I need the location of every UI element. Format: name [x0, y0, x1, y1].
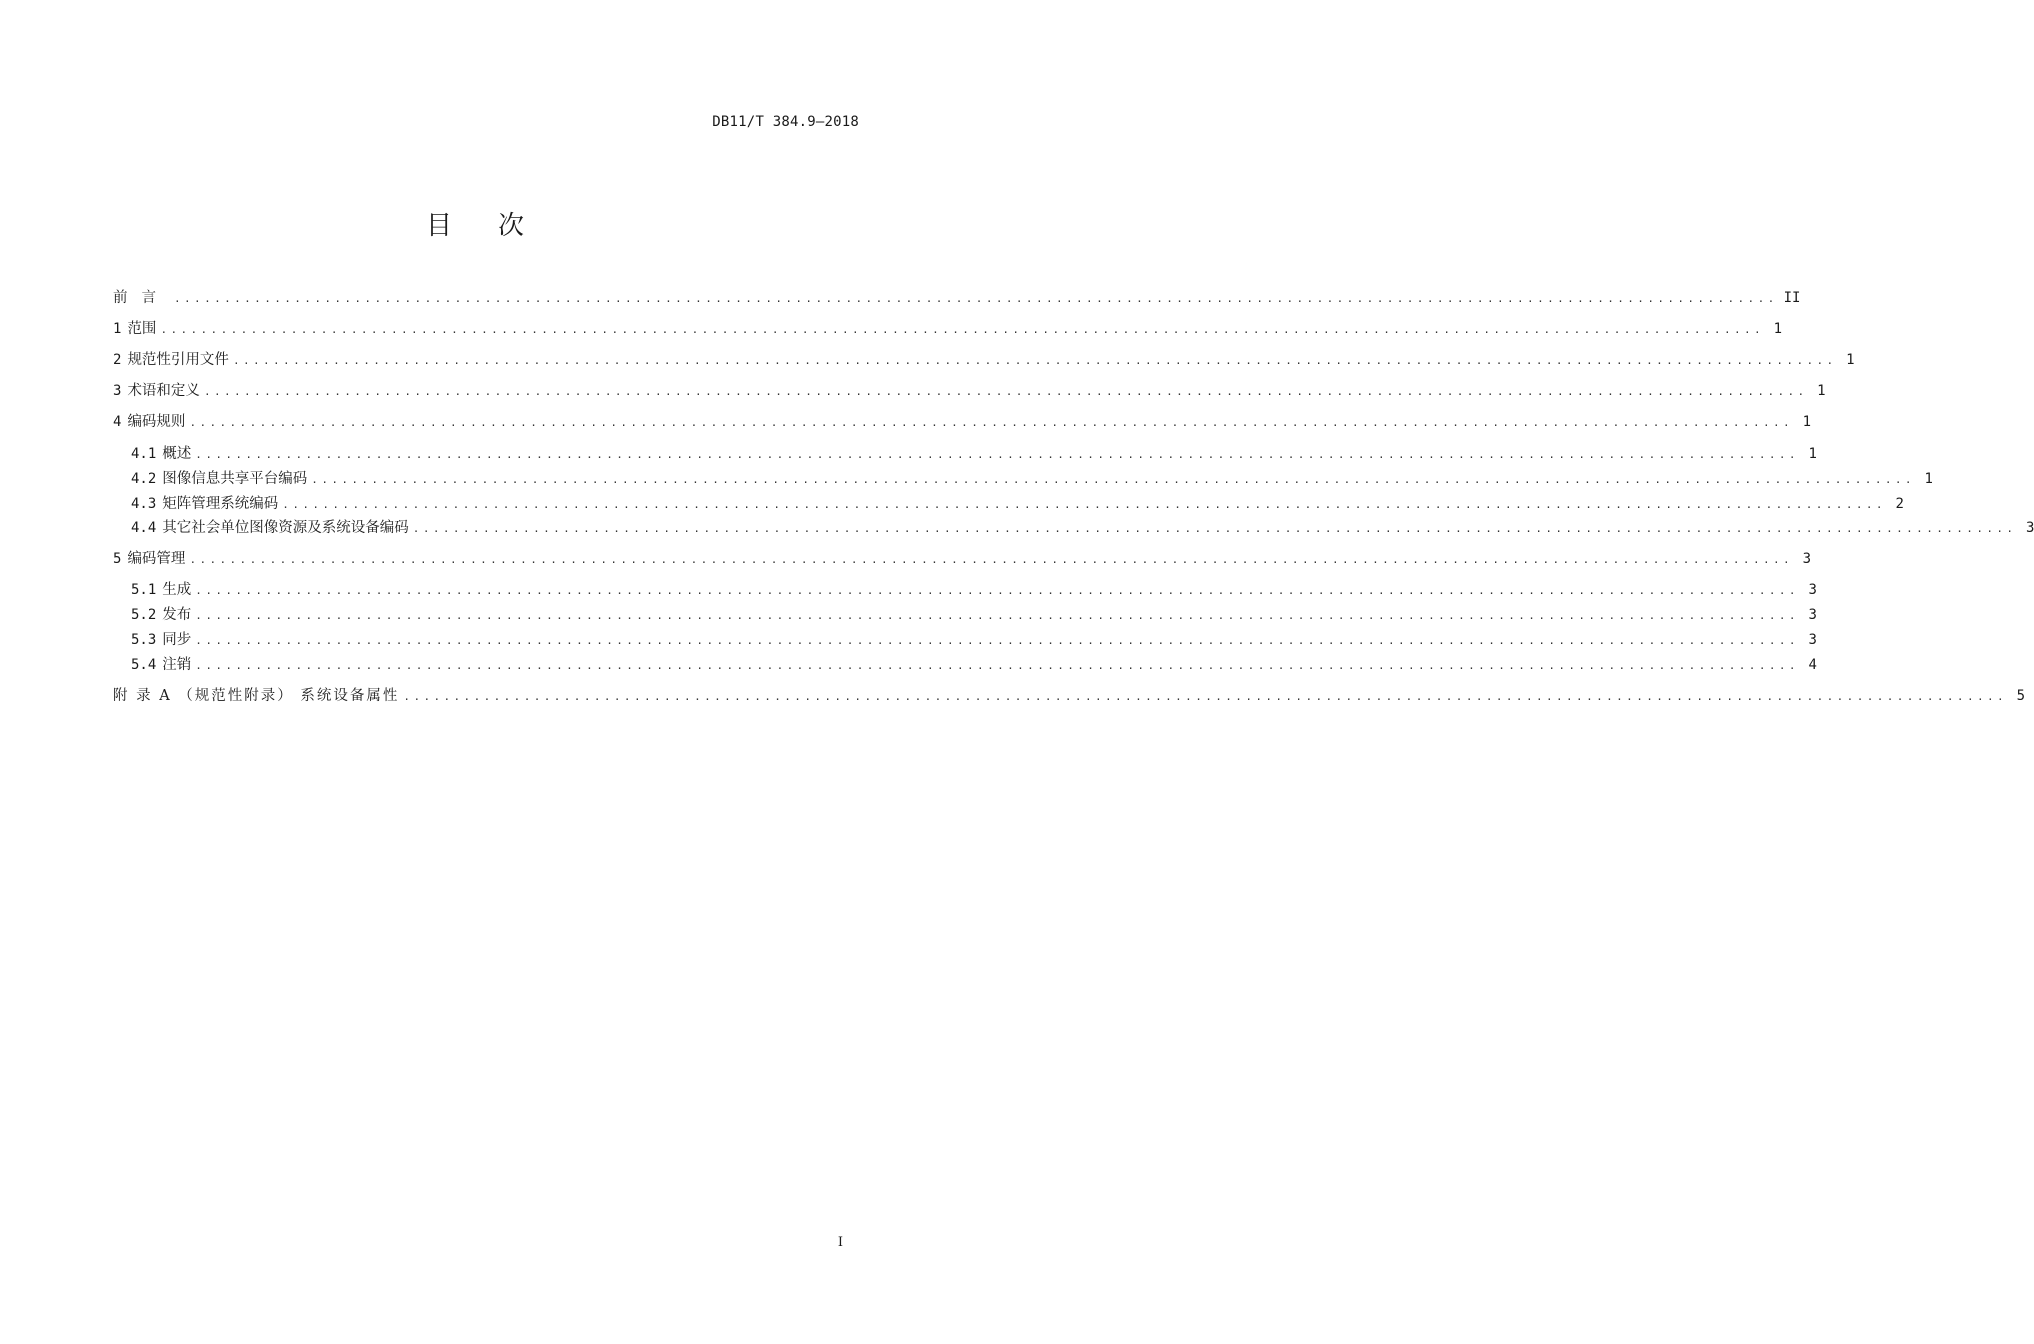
toc-entry-page: 3: [1802, 551, 1812, 567]
toc-entry-text: 发布: [162, 607, 192, 623]
toc-entry-page: 3: [1808, 632, 1817, 648]
toc-entry-label: [131, 443, 195, 465]
toc-entry[interactable]: [131, 579, 1817, 601]
toc-leader-dots: ................................................................................................................................................................: [160, 323, 1765, 336]
toc-entry[interactable]: [131, 654, 1817, 676]
toc-entry[interactable]: [113, 411, 1812, 433]
toc-entry-page: 4: [1808, 657, 1817, 673]
toc-entry-text: 注销: [162, 657, 192, 673]
toc-entry-label: [113, 548, 189, 570]
toc-entry[interactable]: [113, 685, 2026, 707]
toc-entry-text: 范围: [127, 321, 157, 337]
toc-entry-number: 2: [113, 352, 122, 368]
toc-entry-label: [131, 629, 195, 651]
toc-entry-page: 1: [1817, 383, 1826, 399]
toc-entry-page: 3: [1808, 582, 1817, 598]
toc-entry-number: 4: [113, 414, 122, 430]
toc-entry-label: [131, 654, 195, 676]
toc-leader-dots: ................................................................................................................................................................: [412, 522, 2017, 535]
toc-entry-number: 3: [113, 383, 122, 399]
toc-entry-page: 1: [1773, 321, 1783, 337]
toc-entry[interactable]: [131, 493, 1904, 515]
toc-entry-text: 概述: [162, 446, 192, 462]
toc-entry-text: 附 录 A （规范性附录） 系统设备属性: [113, 688, 400, 704]
toc-entry-page: II: [1783, 290, 1801, 306]
page-title: 目次: [425, 211, 570, 241]
toc-entry-page: 5: [2016, 688, 2026, 704]
toc-leader-dots: ................................................................................................................................................................: [203, 385, 1808, 398]
toc-entry-label: [113, 287, 174, 309]
toc-entry-number: 5.3: [131, 632, 157, 648]
toc-entry-label: [113, 349, 233, 371]
toc-entry-number: 4.3: [131, 496, 157, 512]
toc-entry-text: 矩阵管理系统编码: [162, 496, 279, 512]
document-code: DB11/T 384.9—2018: [712, 114, 859, 130]
toc-entry-label: [113, 685, 403, 707]
toc-entry-page: 2: [1895, 496, 1904, 512]
toc-entry[interactable]: [113, 380, 1826, 402]
toc-leader-dots: ................................................................................................................................................................: [282, 498, 1886, 511]
toc-entry-label: [131, 468, 311, 490]
toc-entry-number: 4.2: [131, 471, 157, 487]
toc-entry[interactable]: [113, 318, 1783, 340]
toc-entry[interactable]: [131, 443, 1817, 465]
toc-leader-dots: ................................................................................................................................................................: [189, 553, 1794, 566]
toc-entry-label: [113, 411, 189, 433]
toc-entry-text: 术语和定义: [127, 383, 200, 399]
toc-entry-number: 5.2: [131, 607, 157, 623]
toc-entry-text: 前言: [113, 290, 170, 306]
toc-entry-label: [131, 604, 195, 626]
toc-entry-number: 5.4: [131, 657, 157, 673]
toc-leader-dots: ................................................................................................................................................................: [174, 292, 1778, 305]
toc-entry-label: [113, 380, 204, 402]
toc-entry-label: [131, 493, 282, 515]
toc-leader-dots: ................................................................................................................................................................: [311, 473, 1915, 486]
toc-leader-dots: ................................................................................................................................................................: [195, 448, 1799, 461]
toc-entry[interactable]: [113, 548, 1812, 570]
toc-leader-dots: ................................................................................................................................................................: [189, 416, 1794, 429]
toc-entry-page: 3: [2025, 520, 2034, 536]
toc-entry-page: 1: [1802, 414, 1812, 430]
toc-entry-page: 1: [1808, 446, 1817, 462]
toc-entry-label: [131, 579, 195, 601]
toc-entry-page: 1: [1924, 471, 1933, 487]
toc-leader-dots: ................................................................................................................................................................: [232, 354, 1837, 367]
toc-entry[interactable]: [113, 349, 1855, 371]
toc-entry[interactable]: [131, 517, 2034, 539]
toc-entry-number: 4.1: [131, 446, 157, 462]
toc-leader-dots: ................................................................................................................................................................: [195, 609, 1799, 622]
toc-entry-text: 生成: [162, 582, 192, 598]
toc-entry-label: [113, 318, 160, 340]
toc-entry[interactable]: [131, 468, 1933, 490]
toc-entry-label: [131, 517, 413, 539]
toc-leader-dots: ................................................................................................................................................................: [195, 659, 1799, 672]
toc-entry-text: 图像信息共享平台编码: [162, 471, 308, 487]
toc-entry-text: 其它社会单位图像资源及系统设备编码: [162, 520, 409, 536]
toc-entry-number: 5.1: [131, 582, 157, 598]
toc-entry-number: 1: [113, 321, 122, 337]
page-number: I: [837, 1235, 843, 1250]
toc-entry[interactable]: [113, 287, 1801, 309]
toc-entry-text: 同步: [162, 632, 192, 648]
toc-leader-dots: ................................................................................................................................................................: [195, 634, 1799, 647]
toc-entry-page: 3: [1808, 607, 1817, 623]
toc-entry-number: 4.4: [131, 520, 157, 536]
toc-entry[interactable]: [131, 604, 1817, 626]
toc-entry[interactable]: [131, 629, 1817, 651]
toc-entry-number: 5: [113, 551, 122, 567]
toc-entry-text: 编码管理: [127, 551, 186, 567]
toc-leader-dots: ................................................................................................................................................................: [403, 690, 2008, 703]
toc-entry-text: 编码规则: [127, 414, 186, 430]
toc-entry-page: 1: [1846, 352, 1855, 368]
toc-entry-text: 规范性引用文件: [127, 352, 229, 368]
toc-leader-dots: ................................................................................................................................................................: [195, 584, 1799, 597]
